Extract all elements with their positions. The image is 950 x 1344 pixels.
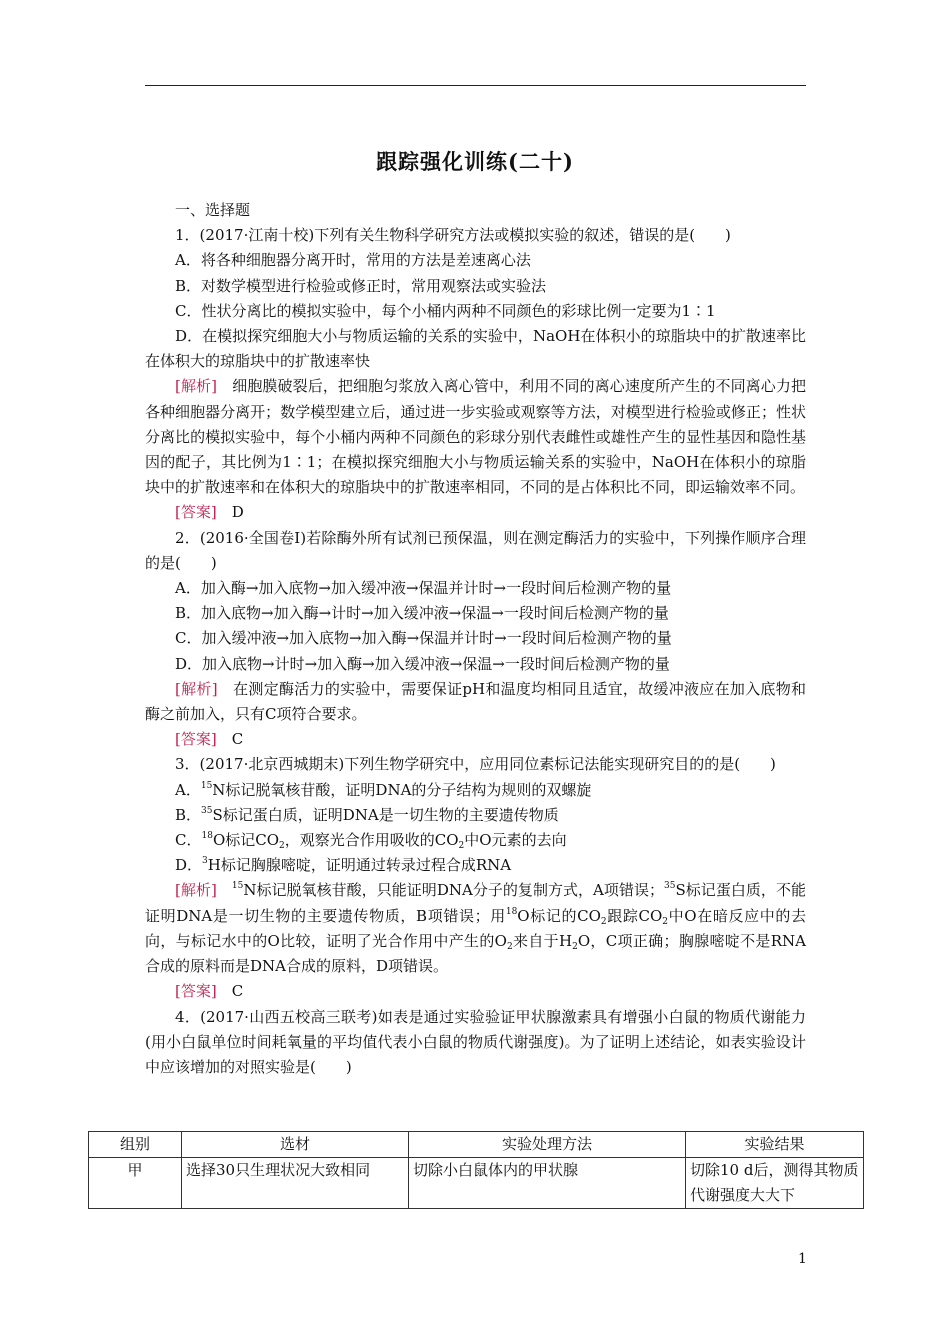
q2-analysis-text: 在测定酶活力的实验中，需要保证pH和温度均相同且适宜，故缓冲液应在加入底物和酶之前加入，只有C项符合要求。 xyxy=(145,679,806,724)
q3-stem: 3．(2017·北京西城期末)下列生物学研究中，应用同位素标记法能实现研究目的的是( ) xyxy=(175,755,776,774)
experiment-table xyxy=(88,1131,864,1209)
q1-option-b: B．对数学模型进行检验或修正时，常用观察法或实验法 xyxy=(175,276,547,295)
header-rule xyxy=(145,85,806,86)
q3-analysis: [解析] $^{15}$N标记脱氧核苷酸，只能证明DNA分子的复制方式，A项错误；$^{35}$S标记蛋白质，不能证明DNA是一切生物的主要遗传物质，B项错误；用$^{18}$O标记的$CO_2$跟踪$CO_2$中O在暗反应中的去向，与标记水中的O比较，证明了光合作用中产生的$O_2$来自于$H_2O$，C项正确；胸腺嘧啶不是RNA合成的原料而是DNA合成的原料，D项错误。 xyxy=(145,881,806,976)
q1-answer xyxy=(145,500,806,525)
analysis-tag: [解析] xyxy=(175,377,218,396)
q2-analysis xyxy=(145,677,806,727)
q1-option-c: C．性状分离比的模拟实验中，每个小桶内两种不同颜色的彩球比例一定要为1∶1 xyxy=(175,301,716,320)
q3-option-c: C．$^{18}$O标记$CO_2$，观察光合作用吸收的$CO_2$中O元素的去向 xyxy=(175,831,567,852)
q2-stem: 2．(2016·全国卷Ⅰ)若除酶外所有试剂已预保温，则在测定酶活力的实验中，下列操作顺序合理的是( ) xyxy=(145,528,806,572)
table-cell: 选择30只生理状况大致相同 xyxy=(182,1158,409,1209)
q2-option-d: D．加入底物→计时→加入酶→加入缓冲液→保温→一段时间后检测产物的量 xyxy=(175,654,670,673)
analysis-tag: [解析] xyxy=(175,881,217,900)
q4-stem: 4．(2017·山西五校高三联考)如表是通过实验验证甲状腺激素具有增强小白鼠的物质代谢能力(用小白鼠单位时间耗氧量的平均值代表小白鼠的物质代谢强度)。为了证明上述结论，如表实验设计中应该增加的对照实验是( ) xyxy=(145,1007,806,1076)
q2-option-a: A．加入酶→加入底物→加入缓冲液→保温并计时→一段时间后检测产物的量 xyxy=(175,579,672,598)
answer-tag: [答案] xyxy=(175,503,217,522)
q3-option-d: D．$^3$H标记胸腺嘧啶，证明通过转录过程合成RNA xyxy=(175,856,512,875)
q2-option-c: C．加入缓冲液→加入底物→加入酶→保温并计时→一段时间后检测产物的量 xyxy=(175,629,672,648)
analysis-tag: [解析] xyxy=(175,679,218,698)
q1-analysis xyxy=(145,374,806,500)
section-heading: 一、选择题 xyxy=(175,201,251,219)
q3-option-a: A．$^{15}$N标记脱氧核苷酸，证明DNA的分子结构为规则的双螺旋 xyxy=(175,780,592,799)
answer-tag: [答案] xyxy=(175,982,217,1001)
table-row xyxy=(89,1158,864,1209)
q2-option-b: B．加入底物→加入酶→计时→加入缓冲液→保温→一段时间后检测产物的量 xyxy=(175,604,669,623)
table-cell: 切除小白鼠体内的甲状腺 xyxy=(409,1158,686,1209)
q2-answer-value: C xyxy=(216,730,244,749)
table-header: 选材 xyxy=(182,1132,409,1158)
page-title: 跟踪强化训练(二十) xyxy=(376,149,574,174)
table-header: 实验结果 xyxy=(686,1132,864,1158)
q1-answer-value: D xyxy=(216,503,244,522)
answer-tag: [答案] xyxy=(175,730,217,749)
q1-option-d: D．在模拟探究细胞大小与物质运输的关系的实验中，NaOH在体积小的琼脂块中的扩散速率比在体积大的琼脂块中的扩散速率快 xyxy=(145,327,806,371)
q3-answer-value: C xyxy=(216,982,244,1001)
table-header: 组别 xyxy=(89,1132,182,1158)
table-cell: 甲 xyxy=(89,1158,182,1209)
q3-answer xyxy=(145,979,806,1004)
q3-option-b: B．$^{35}$S标记蛋白质，证明DNA是一切生物的主要遗传物质 xyxy=(175,805,559,824)
q1-option-a: A．将各种细胞器分离开时，常用的方法是差速离心法 xyxy=(175,251,531,270)
table-header: 实验处理方法 xyxy=(409,1132,686,1158)
q1-stem: 1．(2017·江南十校)下列有关生物科学研究方法或模拟实验的叙述，错误的是( ) xyxy=(175,226,731,245)
table-header-row xyxy=(89,1132,864,1158)
table-cell: 切除10 d后，测得其物质代谢强度大大下 xyxy=(686,1158,864,1209)
page-number: 1 xyxy=(798,1251,807,1267)
question-body xyxy=(145,198,806,1080)
q1-analysis-text: 细胞膜破裂后，把细胞匀浆放入离心管中，利用不同的离心速度所产生的不同离心力把各种细胞器分离开；数学模型建立后，通过进一步实验或观察等方法，对模型进行检验或修正；性状分离比的模拟实验中，每个小桶内两种不同颜色的彩球分别代表雌性或雄性产生的显性基因和隐性基因的配子，其比例为1∶1；在模拟探究细胞大小与物质运输关系的实验中，NaOH在体积小的琼脂块中的扩散速率和在体积大的琼脂块中的扩散速率相同，不同的是占体积比不同，即运输效率不同。 xyxy=(145,377,806,497)
q2-answer xyxy=(145,727,806,752)
